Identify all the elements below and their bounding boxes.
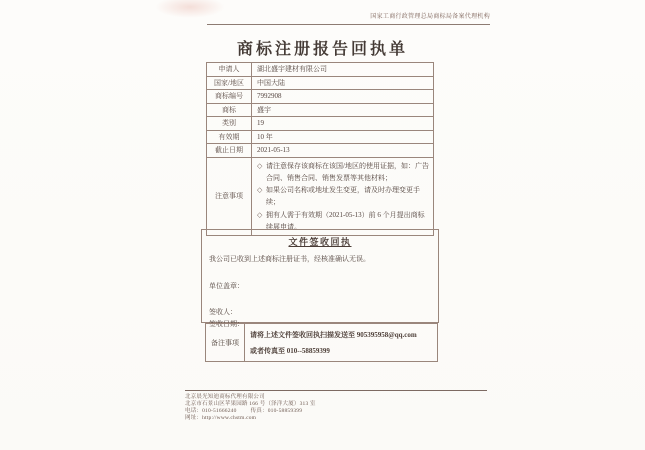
remarks-content (245, 324, 438, 362)
note-text: 请注意保存该商标在该国/地区的使用证据，如：广告合同、销售合同、销售发票等其他材料； (266, 161, 429, 182)
table-row-trademark (207, 103, 434, 117)
table-row-notes (207, 157, 434, 236)
note-text: 如果公司名称或地址发生变更，请及时办理变更手续； (266, 186, 420, 207)
note-item (257, 184, 429, 209)
table-row-applicant (207, 63, 434, 77)
remarks-table (205, 323, 438, 362)
table-row-validity (207, 130, 434, 144)
receipt-statement: 我公司已收到上述商标注册证书，经核准确认无误。 (209, 255, 370, 263)
row-label: 类别 (207, 117, 252, 131)
note-text: 拥有人需于有效期（2021-05-13）前 6 个月提出商标续展申请。 (266, 210, 425, 231)
footer-fax: 传真：010-58859399 (250, 408, 303, 414)
row-label: 国家/地区 (207, 76, 252, 90)
receipt-box (201, 229, 439, 328)
agency-header-text: 国家工商行政管理总局商标局备案代理机构 (370, 14, 490, 20)
row-value: 2021-05-13 (252, 144, 434, 158)
sign-date-label: 签收日期： (209, 320, 244, 328)
signer-label: 签收人： (209, 308, 237, 316)
row-label: 有效期 (207, 130, 252, 144)
diamond-bullet-icon: ◇ (257, 210, 263, 219)
footer-divider (185, 390, 487, 391)
receipt-box-title: 文件签收回执 (288, 237, 352, 247)
row-value: 盛宇 (252, 103, 434, 117)
notes-cell (252, 157, 434, 236)
footer-address: 北京市石景山区苹果园路 166 号（泽洋大厦）313 室 (185, 401, 316, 407)
footer-company: 北京晨光知迪商标代理有限公司 (185, 394, 265, 400)
table-row-class (207, 117, 434, 131)
table-row-expiry-date (207, 144, 434, 158)
page-title: 商标注册报告回执单 (236, 41, 408, 58)
remarks-line-1: 请将上述文件签收回执扫描发送至 905395958@qq.com (250, 330, 417, 339)
row-value: 7992908 (252, 90, 434, 104)
footer (185, 390, 487, 422)
row-label: 申请人 (207, 63, 252, 77)
stamp-label: 单位盖章： (209, 282, 244, 290)
row-label: 注意事项 (207, 157, 252, 236)
row-value: 19 (252, 117, 434, 131)
row-label: 商标编号 (207, 90, 252, 104)
agency-header (207, 13, 490, 25)
diamond-bullet-icon: ◇ (257, 186, 263, 195)
note-item (257, 160, 429, 185)
row-label: 商标 (207, 103, 252, 117)
diamond-bullet-icon: ◇ (257, 161, 263, 170)
row-value: 湖北盛宇建材有限公司 (252, 63, 434, 77)
info-table (206, 62, 434, 236)
footer-contacts (185, 408, 487, 415)
footer-phone: 电话：010-51666240 (185, 408, 237, 414)
row-value: 10 年 (252, 130, 434, 144)
row-value: 中国大陆 (252, 76, 434, 90)
row-label: 截止日期 (207, 144, 252, 158)
footer-website: 网址：http://www.chstm.com (185, 415, 257, 421)
table-row-remarks (206, 324, 438, 362)
table-row-country (207, 76, 434, 90)
remarks-line-2: 或者传真至 010--58859399 (250, 346, 330, 355)
table-row-trademark-number (207, 90, 434, 104)
remarks-label: 备注事项 (206, 324, 245, 362)
